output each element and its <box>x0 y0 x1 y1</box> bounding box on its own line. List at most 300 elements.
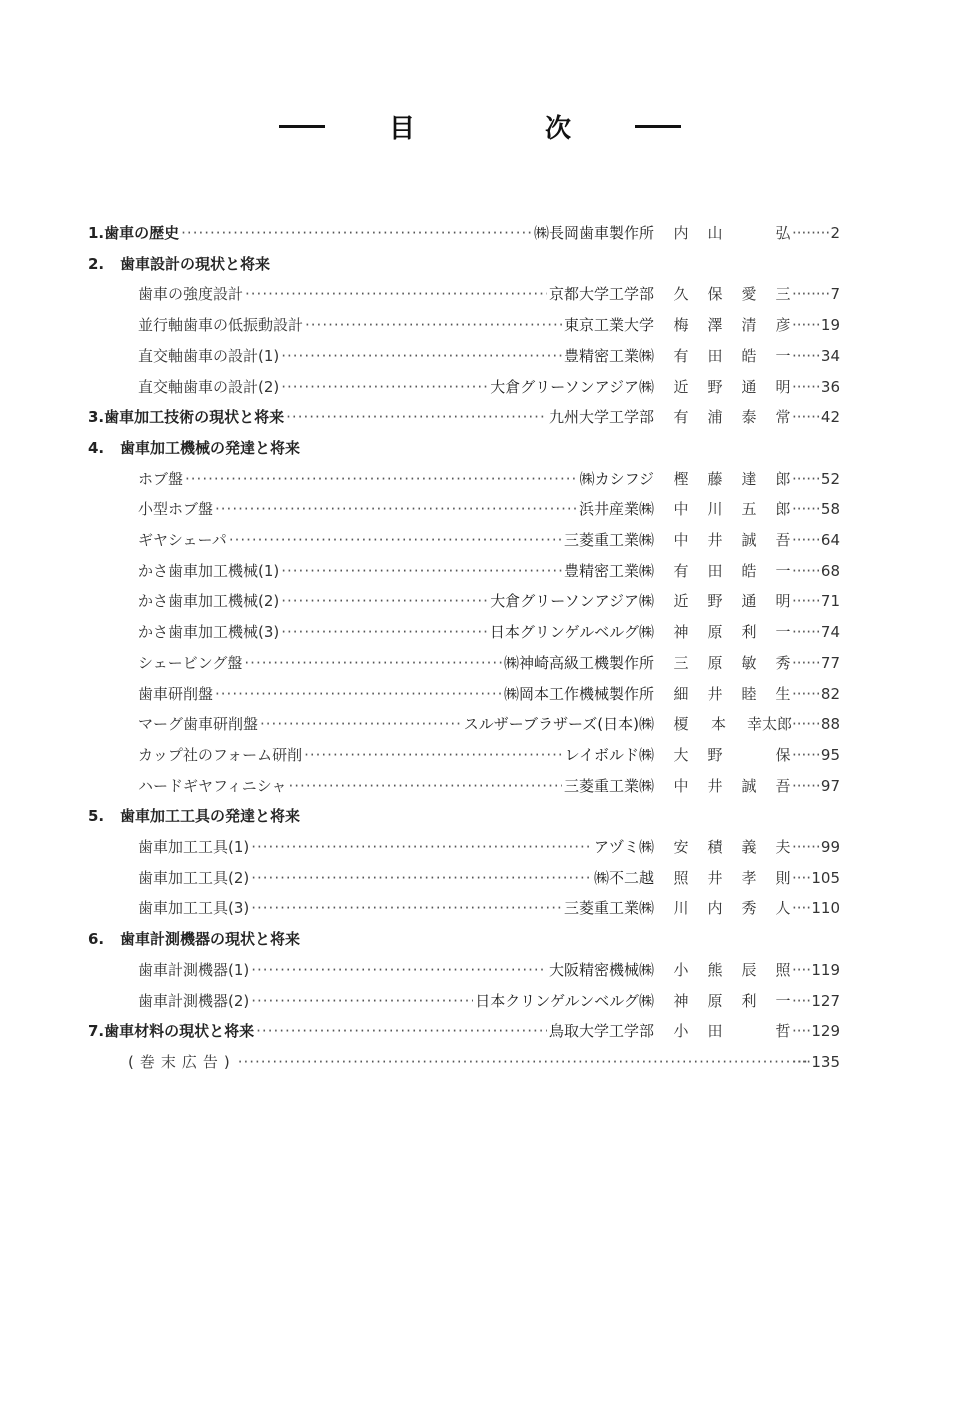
author-character: 明 <box>775 377 791 396</box>
toc-entry[interactable] <box>88 402 840 432</box>
toc-page-number: 105 <box>811 868 840 887</box>
toc-page-number: 7 <box>830 285 840 304</box>
author-character: 安 <box>673 838 689 856</box>
toc-entry-author <box>672 955 792 985</box>
page-dot-leader <box>792 863 811 893</box>
author-character: 敏 <box>741 653 757 672</box>
toc-entry-organization: スルザーブラザーズ(日本)㈱ <box>463 715 654 734</box>
page-dot-leader <box>792 617 821 647</box>
toc-page-number-wrap <box>792 832 840 862</box>
toc-entry-author <box>672 341 792 371</box>
toc-entry-author <box>672 279 792 309</box>
toc-entry-title: 歯車加工工具の発達と将来 <box>120 807 301 826</box>
toc-page-number: 52 <box>820 469 840 488</box>
page-dot-leader <box>792 648 821 678</box>
toc-section-number: 4. <box>88 438 105 457</box>
dot-leader <box>281 586 488 616</box>
toc-entry-author <box>672 372 792 402</box>
toc-entry[interactable] <box>138 955 840 985</box>
author-character: 郎 <box>775 500 791 519</box>
dot-leader <box>305 310 562 340</box>
page-dot-leader <box>792 986 811 1016</box>
toc-page-number-wrap <box>792 494 840 524</box>
author-character: 内 <box>673 224 689 242</box>
toc-entry[interactable] <box>138 740 840 770</box>
author-character: 通 <box>741 592 757 611</box>
author-character: 吾 <box>775 776 791 795</box>
title-dash-right <box>635 125 681 128</box>
toc-page-number-wrap <box>792 893 840 923</box>
toc-entry-organization: 三菱重工業㈱ <box>563 899 654 918</box>
toc-entry-organization: 京都大学工学部 <box>548 285 654 304</box>
toc-entry[interactable] <box>128 1047 840 1077</box>
author-character: 浦 <box>707 408 723 427</box>
toc-page-number: 77 <box>820 653 840 672</box>
toc-page-number-wrap <box>792 617 840 647</box>
author-character: 皓 <box>741 346 757 365</box>
dot-leader <box>251 832 592 862</box>
author-character: 近 <box>673 592 689 611</box>
toc-entry-author <box>672 1016 792 1046</box>
toc-entry-organization: 三菱重工業㈱ <box>563 776 654 795</box>
toc-entry-author <box>672 464 792 494</box>
toc-section-number: 3. <box>88 408 105 427</box>
toc-entry-title: シェービング盤 <box>138 653 243 672</box>
page-dot-leader <box>792 556 821 586</box>
dot-leader <box>229 525 562 555</box>
author-character: 小 <box>673 1022 689 1041</box>
dot-leader <box>281 617 488 647</box>
toc-entry[interactable] <box>88 249 654 279</box>
toc-page-number-wrap <box>792 1016 840 1046</box>
toc-entry[interactable] <box>138 279 840 309</box>
toc-page-number-wrap <box>792 402 840 432</box>
toc-page-number: 88 <box>820 715 840 734</box>
author-character: 吾 <box>775 531 791 549</box>
toc-page-number: 119 <box>811 960 840 979</box>
page-dot-leader <box>792 771 821 801</box>
toc-entry-title: 直交軸歯車の設計(2) <box>138 377 280 396</box>
author-character: 原 <box>707 623 723 642</box>
toc-page-number-wrap <box>792 341 840 371</box>
dot-leader <box>238 1047 808 1077</box>
author-character: 秀 <box>741 899 757 918</box>
toc-entry-organization: 日本クリンゲルンベルグ㈱ <box>475 991 654 1010</box>
toc-entry-author <box>672 648 792 678</box>
toc-entry-organization: 豊精密工業㈱ <box>563 561 654 580</box>
toc-entry-organization: レイボルド㈱ <box>564 745 654 764</box>
author-character: 孝 <box>741 868 757 887</box>
page-dot-leader <box>792 525 821 555</box>
toc-entry[interactable] <box>138 556 840 586</box>
toc-entry-author <box>672 218 792 248</box>
toc-page-number-wrap <box>792 372 840 402</box>
page-title <box>0 108 960 145</box>
toc-entry[interactable] <box>88 801 654 831</box>
author-character: 小 <box>673 960 689 979</box>
toc-entry-author <box>672 494 792 524</box>
toc-entry-author <box>672 617 792 647</box>
author-character: 細 <box>673 684 689 703</box>
author-character: 照 <box>775 960 791 979</box>
toc-section-number: 1. <box>88 224 105 242</box>
toc-entry-title: 歯車計測機器(2) <box>138 991 250 1010</box>
toc-entry-author <box>672 679 792 709</box>
toc-entry-title: ハードギヤフィニシャ <box>138 776 287 795</box>
author-character: 一 <box>775 561 791 580</box>
toc-page-number-wrap <box>792 771 840 801</box>
author-character: 中 <box>673 776 689 795</box>
dot-leader <box>215 494 577 524</box>
author-character: 誠 <box>741 531 757 549</box>
author-character: 幸太郎 <box>746 715 792 734</box>
toc-entry-title: 歯車加工工具(3) <box>138 899 250 918</box>
toc-entry[interactable] <box>138 617 840 647</box>
toc-page-number: 71 <box>820 592 840 611</box>
author-character: 有 <box>673 346 689 365</box>
author-character: 野 <box>707 592 723 611</box>
toc-entry-organization: 浜井産業㈱ <box>578 500 654 519</box>
dot-leader <box>281 372 488 402</box>
toc-page-number: 129 <box>811 1022 840 1041</box>
author-character: 清 <box>741 316 757 335</box>
author-character: 内 <box>707 899 723 918</box>
author-character: 保 <box>707 285 723 304</box>
page-dot-leader <box>792 679 821 709</box>
toc-page-number: 99 <box>820 838 840 856</box>
toc-entry-organization: 日本グリンゲルベルグ㈱ <box>489 623 654 642</box>
author-character: 神 <box>673 623 689 642</box>
page-dot-leader <box>792 494 821 524</box>
toc-entry-organization: 九州大学工学部 <box>548 408 654 427</box>
toc-entry-author <box>672 556 792 586</box>
toc-page-number-wrap <box>792 863 840 893</box>
author-character: 保 <box>775 745 791 764</box>
author-character: 近 <box>673 377 689 396</box>
author-character: 積 <box>707 838 723 856</box>
toc-page-number: 64 <box>820 531 840 549</box>
toc-page-number-wrap <box>792 310 840 340</box>
toc-entry[interactable] <box>88 924 654 954</box>
toc-entry-title: 歯車材料の現状と将来 <box>104 1022 255 1041</box>
toc-page-number: 95 <box>820 745 840 764</box>
toc-entry-organization: 三菱重工業㈱ <box>563 531 654 549</box>
toc-entry-title: 歯車加工機械の発達と将来 <box>120 438 301 457</box>
author-character: 利 <box>741 623 757 642</box>
toc-entry-title: 歯車計測機器の現状と将来 <box>120 930 301 949</box>
toc-entry-organization: 東京工業大学 <box>563 316 654 335</box>
toc-entry-author <box>672 525 792 555</box>
author-character: 郎 <box>775 469 791 488</box>
dot-leader <box>251 893 562 923</box>
toc-page-number: 19 <box>820 316 840 335</box>
page-dot-leader <box>792 955 811 985</box>
toc-entry-organization: 大阪精密機械㈱ <box>548 960 654 979</box>
toc-page-number: 36 <box>820 377 840 396</box>
toc-entry-title: 小型ホブ盤 <box>138 500 214 519</box>
toc-page-number-wrap <box>792 525 840 555</box>
author-character: 野 <box>707 377 723 396</box>
author-character: 田 <box>707 561 723 580</box>
author-character: 有 <box>673 561 689 580</box>
toc-entry-author <box>672 832 792 862</box>
author-character: 弘 <box>775 224 791 242</box>
author-character: 哲 <box>775 1022 791 1041</box>
toc-page-number: 2 <box>830 224 840 242</box>
toc-entry[interactable] <box>88 218 840 248</box>
author-character: 照 <box>673 868 689 887</box>
author-character: 辰 <box>741 960 757 979</box>
dot-leader <box>281 341 562 371</box>
toc-entry-organization: ㈱岡本工作機械製作所 <box>503 684 654 703</box>
author-character: 常 <box>775 408 791 427</box>
author-character: 原 <box>707 653 723 672</box>
author-character: 泰 <box>741 408 757 427</box>
toc-entry-organization: アヅミ㈱ <box>593 838 654 856</box>
author-character <box>740 740 758 770</box>
dot-leader <box>251 986 473 1016</box>
author-character: 山 <box>707 224 723 242</box>
page-dot-leader <box>792 279 830 309</box>
toc-page-number-wrap <box>792 648 840 678</box>
toc-entry-title: 歯車加工技術の現状と将来 <box>104 408 285 427</box>
author-character: 達 <box>741 469 757 488</box>
toc-entry-organization: ㈱カシフジ <box>579 469 654 488</box>
title-text: 目 次 <box>388 114 623 144</box>
toc-entry[interactable] <box>138 893 840 923</box>
toc-entry-organization: 鳥取大学工学部 <box>548 1022 654 1041</box>
toc-entry-title: 歯車加工工具(2) <box>138 868 250 887</box>
author-character: 田 <box>707 346 723 365</box>
page-dot-leader <box>792 586 821 616</box>
author-character: 神 <box>673 991 689 1010</box>
title-dash-left <box>279 125 325 128</box>
toc-entry[interactable] <box>88 1016 840 1046</box>
toc-entry[interactable] <box>138 771 840 801</box>
toc-page-number: 97 <box>820 776 840 795</box>
author-character: 人 <box>775 899 791 918</box>
toc-entry[interactable] <box>138 464 840 494</box>
author-character: 愛 <box>741 285 757 304</box>
toc-entry[interactable] <box>88 433 654 463</box>
author-character: 熊 <box>707 960 723 979</box>
dot-leader <box>289 771 562 801</box>
toc-entry-author <box>672 310 792 340</box>
toc-entry[interactable] <box>138 709 840 739</box>
dot-leader <box>244 648 502 678</box>
toc-entry-title: マーグ歯車研削盤 <box>138 715 259 734</box>
toc-entry-title: 歯車加工工具(1) <box>138 838 250 856</box>
author-character: 中 <box>673 531 689 549</box>
page-dot-leader <box>792 310 821 340</box>
toc-entry-title: 歯車計測機器(1) <box>138 960 250 979</box>
author-character: 大 <box>673 745 689 764</box>
toc-entry[interactable] <box>138 341 840 371</box>
author-character: 榎 <box>673 715 689 734</box>
dot-leader <box>185 464 578 494</box>
author-character: 井 <box>707 684 723 703</box>
toc-page-number: 68 <box>820 561 840 580</box>
toc-entry[interactable] <box>138 648 840 678</box>
toc-entry-title: 歯車設計の現状と将来 <box>120 254 271 273</box>
toc-entry-title: 歯車研削盤 <box>138 684 214 703</box>
toc-entry[interactable] <box>138 863 840 893</box>
dot-leader <box>251 863 592 893</box>
toc-entry-author <box>672 771 792 801</box>
author-character <box>740 1016 758 1046</box>
author-character: 一 <box>775 346 791 365</box>
author-character: 有 <box>673 408 689 427</box>
author-character: 梅 <box>673 316 689 335</box>
toc-entry[interactable] <box>138 986 840 1016</box>
author-character: 澤 <box>707 316 723 335</box>
page-dot-leader <box>792 1016 811 1046</box>
toc-entry[interactable] <box>138 372 840 402</box>
dot-leader <box>251 955 547 985</box>
author-character: 睦 <box>741 684 757 703</box>
author-character: 藤 <box>707 469 723 488</box>
author-character: 誠 <box>741 776 757 795</box>
page-dot-leader <box>792 402 821 432</box>
dot-leader <box>215 679 502 709</box>
author-character: 彦 <box>775 316 791 335</box>
author-character: 井 <box>707 776 723 795</box>
toc-page-number: 110 <box>811 899 840 918</box>
author-character: 井 <box>707 868 723 887</box>
page-dot-leader <box>792 709 821 739</box>
dot-leader <box>304 740 563 770</box>
dot-leader <box>286 402 547 432</box>
author-character: 皓 <box>741 561 757 580</box>
toc-entry[interactable] <box>138 586 840 616</box>
toc-entry-author <box>672 863 792 893</box>
toc-page-number: 74 <box>820 623 840 642</box>
author-character: 通 <box>741 377 757 396</box>
toc-entry[interactable] <box>138 525 840 555</box>
author-character: 原 <box>707 991 723 1010</box>
author-character: 井 <box>707 531 723 549</box>
toc-entry-title: 直交軸歯車の設計(1) <box>138 346 280 365</box>
toc-page-number: 42 <box>820 408 840 427</box>
author-character: 生 <box>775 684 791 703</box>
author-character: 五 <box>741 500 757 519</box>
author-character: 久 <box>673 285 689 304</box>
toc-entry[interactable] <box>138 679 840 709</box>
toc-page-number: 58 <box>820 500 840 519</box>
toc-page-number: 127 <box>811 991 840 1010</box>
author-character: 一 <box>775 623 791 642</box>
toc-page-number-wrap <box>792 218 840 248</box>
toc-entry-title: かさ歯車加工機械(1) <box>138 561 280 580</box>
toc-entry-organization: 大倉グリーソンアジア㈱ <box>490 592 654 611</box>
toc-page-number-wrap <box>792 955 840 985</box>
page-dot-leader <box>792 1047 811 1077</box>
dot-leader <box>245 279 547 309</box>
toc-entry-organization: ㈱不二越 <box>593 868 654 887</box>
toc-entry-title: (巻末広告) <box>128 1052 236 1071</box>
toc-entry-organization: 豊精密工業㈱ <box>563 346 654 365</box>
author-character: 三 <box>775 285 791 304</box>
toc-entry[interactable] <box>138 310 840 340</box>
author-character <box>740 218 758 248</box>
author-character: 一 <box>775 991 791 1010</box>
toc-entry-organization: ㈱神崎高級工機製作所 <box>503 653 654 672</box>
toc-entry-organization: 大倉グリーソンアジア㈱ <box>490 377 654 396</box>
toc-entry-title: かさ歯車加工機械(2) <box>138 592 280 611</box>
toc-page-number-wrap <box>792 556 840 586</box>
author-character: 夫 <box>775 838 791 856</box>
toc-page-number-wrap <box>792 740 840 770</box>
toc-page-number-wrap <box>792 1047 840 1077</box>
toc-entry-author <box>672 586 792 616</box>
author-character: 秀 <box>775 653 791 672</box>
toc-page-number-wrap <box>792 679 840 709</box>
author-character: 明 <box>775 592 791 611</box>
toc-entry-title: 歯車の強度設計 <box>138 285 244 304</box>
author-character: 義 <box>741 838 757 856</box>
toc-entry-author <box>672 709 792 739</box>
author-character: 利 <box>741 991 757 1010</box>
dot-leader <box>260 709 462 739</box>
toc-entry-title: 歯車の歴史 <box>104 224 180 242</box>
page-dot-leader <box>792 893 811 923</box>
toc-page-number-wrap <box>792 586 840 616</box>
author-character: 川 <box>707 500 723 519</box>
toc-entry-author <box>672 402 792 432</box>
toc-entry-organization: ㈱長岡歯車製作所 <box>533 224 654 242</box>
toc-entry-title: カップ社のフォーム研削 <box>138 745 303 764</box>
toc-entry-title: 並行軸歯車の低振動設計 <box>138 316 304 335</box>
toc-entry-title: ギヤシェーパ <box>138 531 227 549</box>
toc-entry-author <box>672 893 792 923</box>
toc-section-number: 2. <box>88 254 105 273</box>
page-dot-leader <box>792 341 821 371</box>
toc-page-number-wrap <box>792 709 840 739</box>
toc-entry-title: ホブ盤 <box>138 469 184 488</box>
page-dot-leader <box>792 832 821 862</box>
toc-section-number: 6. <box>88 930 105 949</box>
toc-page-number: 34 <box>820 346 840 365</box>
toc-page-number: 135 <box>811 1052 840 1071</box>
author-character: 三 <box>673 653 689 672</box>
toc-page-number-wrap <box>792 279 840 309</box>
dot-leader <box>281 556 562 586</box>
toc-entry-author <box>672 986 792 1016</box>
author-character: 樫 <box>673 469 689 488</box>
dot-leader <box>256 1016 547 1046</box>
author-character: 田 <box>707 1022 723 1041</box>
author-character: 則 <box>775 868 791 887</box>
page-dot-leader <box>792 372 821 402</box>
dot-leader <box>181 218 532 248</box>
author-character: 川 <box>673 899 689 918</box>
toc-entry-author <box>672 740 792 770</box>
toc-section-number: 5. <box>88 807 105 826</box>
toc-page-number: 82 <box>820 684 840 703</box>
author-character: 野 <box>707 745 723 764</box>
toc-page-number-wrap <box>792 464 840 494</box>
author-character: 中 <box>673 500 689 519</box>
author-character: 本 <box>710 715 726 734</box>
toc-entry[interactable] <box>138 832 840 862</box>
toc-section-number: 7. <box>88 1022 105 1041</box>
page-dot-leader <box>792 218 830 248</box>
page-dot-leader <box>792 740 821 770</box>
toc-page-number-wrap <box>792 986 840 1016</box>
toc-entry-title: かさ歯車加工機械(3) <box>138 623 280 642</box>
page-dot-leader <box>792 464 821 494</box>
toc-entry[interactable] <box>138 494 840 524</box>
